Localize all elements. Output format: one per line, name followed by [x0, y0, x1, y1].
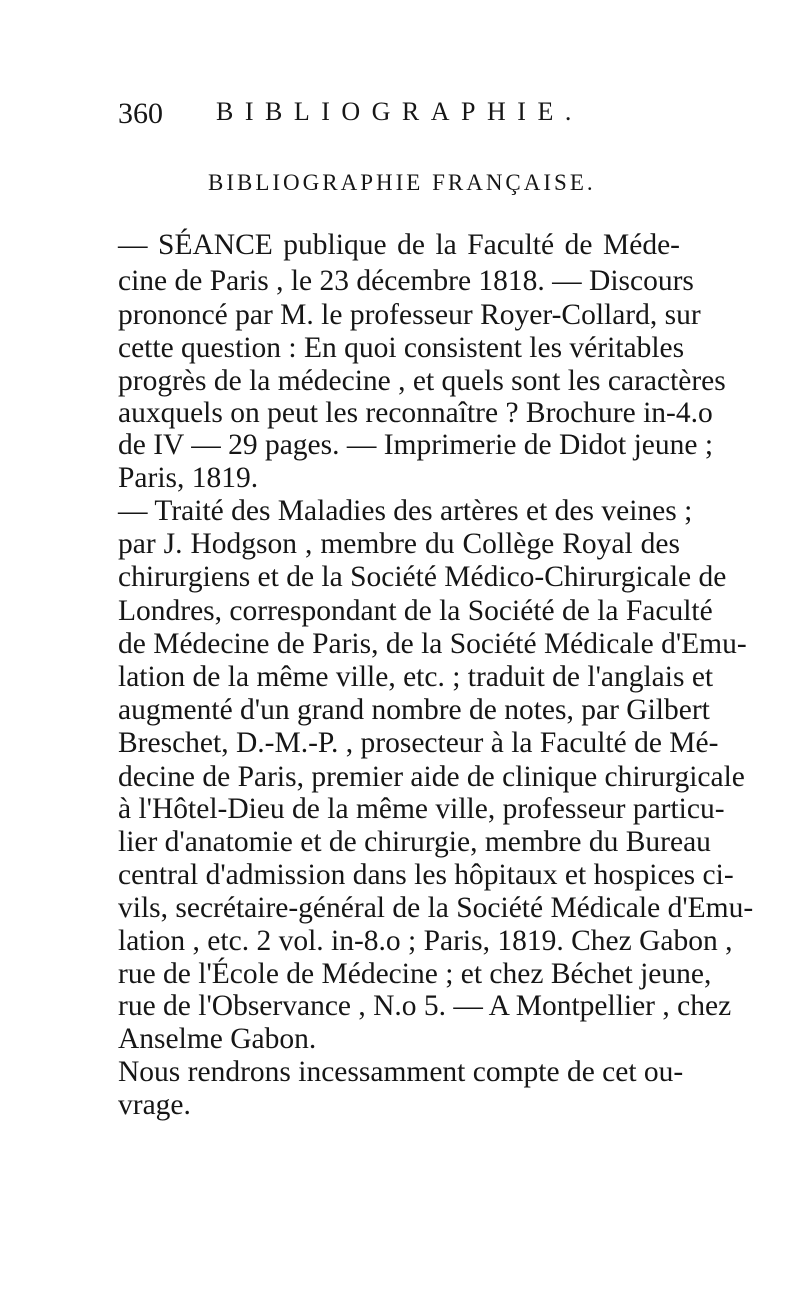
text-line: de Médecine de Paris, de la Société Médicale d'Emu-	[118, 628, 747, 660]
text-line: decine de Paris, premier aide de clinique chirurgicale	[118, 761, 745, 793]
text-line: lier d'anatomie et de chirurgie, membre du Bureau	[118, 826, 711, 858]
text-line: vrage.	[118, 1089, 191, 1121]
text-line: auxquels on peut les reconnaître ? Brochure in-4.o	[118, 397, 713, 429]
text-line: lation de la même ville, etc. ; traduit de l'anglais et	[118, 661, 714, 693]
text-line: cine de Paris , le 23 décembre 1818. — Discours	[118, 265, 694, 297]
text-line: à l'Hôtel-Dieu de la même ville, professeur particu-	[118, 793, 725, 825]
text-line: progrès de la médecine , et quels sont les caractères	[118, 365, 726, 397]
text-line: lation , etc. 2 vol. in-8.o ; Paris, 1819. Chez Gabon ,	[118, 925, 733, 957]
text-line: Breschet, D.-M.-P. , prosecteur à la Faculté de Mé-	[118, 727, 719, 759]
text-line: prononcé par M. le professeur Royer-Collard, sur	[118, 299, 701, 331]
text-line: Nous rendrons incessamment compte de cet ou-	[118, 1056, 684, 1088]
text-line: Londres, correspondant de la Société de la Faculté	[118, 595, 713, 627]
text-line: de IV — 29 pages. — Imprimerie de Didot jeune ;	[118, 429, 714, 461]
text-line: augmenté d'un grand nombre de notes, par Gilbert	[118, 694, 710, 726]
text-line: — SÉANCE publique de la Faculté de Méde-	[118, 229, 680, 261]
text-line: Paris, 1819.	[118, 462, 259, 494]
page-number: 360	[118, 97, 163, 130]
text-line: — Traité des Maladies des artères et des veines ;	[118, 495, 693, 527]
text-line: cette question : En quoi consistent les véritables	[118, 332, 685, 364]
running-head	[118, 97, 718, 137]
text-line: Anselme Gabon.	[118, 1023, 317, 1055]
text-line: vils, secrétaire-général de la Société Médicale d'Emu-	[118, 892, 754, 924]
text-line: central d'admission dans les hôpitaux et hospices ci-	[118, 859, 734, 891]
text-line: par J. Hodgson , membre du Collège Royal des	[118, 528, 680, 560]
text-line: rue de l'Observance , N.o 5. — A Montpellier , chez	[118, 990, 732, 1022]
running-title: BIBLIOGRAPHIE.	[216, 97, 583, 126]
text-line: chirurgiens et de la Société Médico-Chirurgicale de	[118, 561, 727, 593]
section-title: BIBLIOGRAPHIE FRANÇAISE.	[208, 170, 596, 195]
text-line: rue de l'École de Médecine ; et chez Béchet jeune,	[118, 958, 712, 990]
